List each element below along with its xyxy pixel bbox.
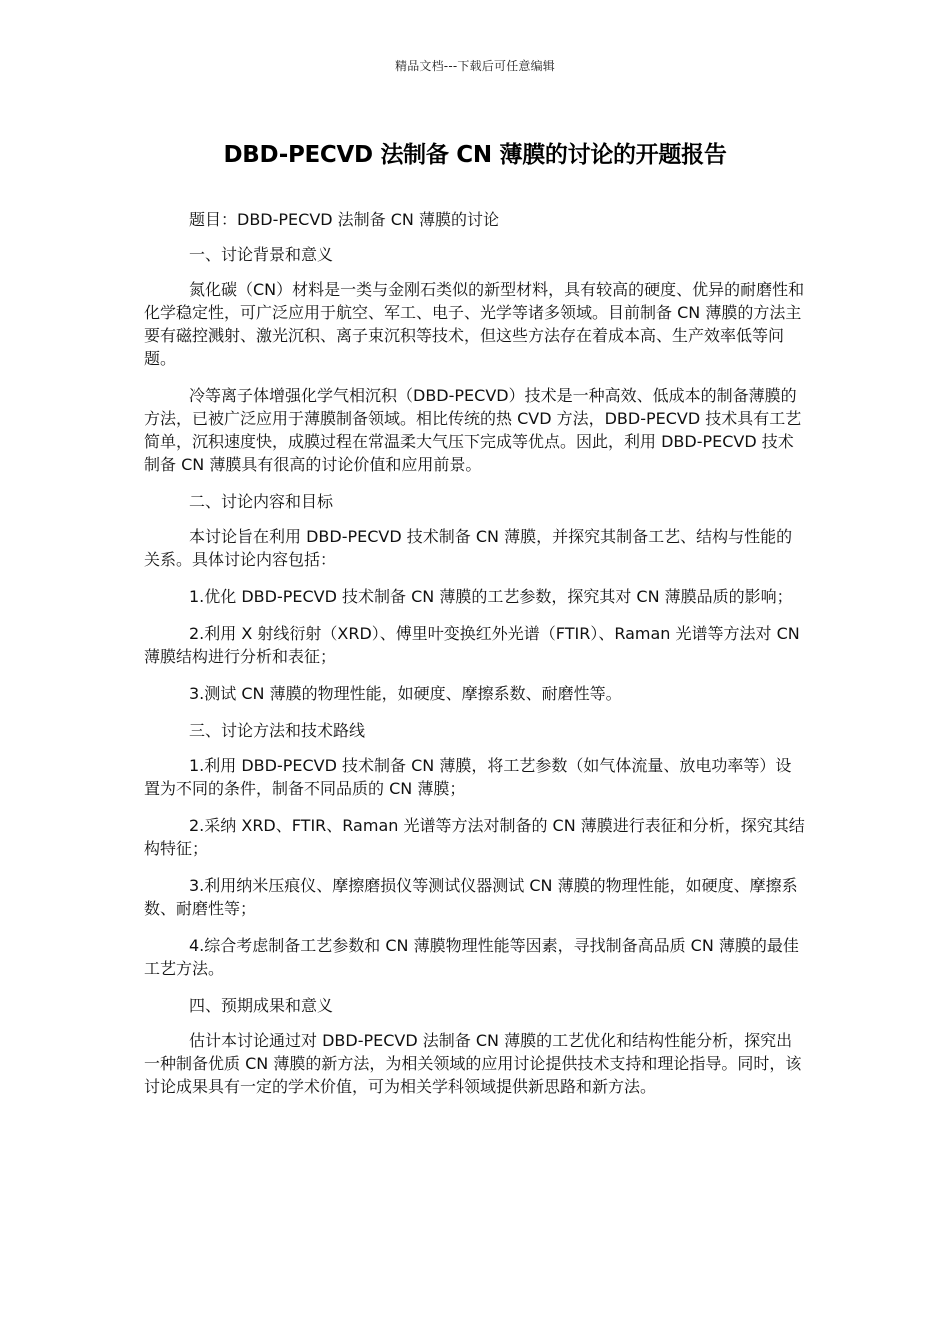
list-item: 2.利用 X 射线衍射（XRD）、傅里叶变换红外光谱（FTIR）、Raman 光谱等方法对 CN 薄膜结构进行分析和表征； <box>144 624 800 666</box>
body-paragraph: 估计本讨论通过对 DBD-PECVD 法制备 CN 薄膜的工艺优化和结构性能分析，探究出一种制备优质 CN 薄膜的新方法，为相关领域的应用讨论提供技术支持和理论指导。同时，该讨论成果具有一定的学术价值，可为相关学科领域提供新思路和新方法。 <box>144 1031 802 1096</box>
section-heading: 三、讨论方法和技术路线 <box>189 721 366 740</box>
topic-line: 题目：DBD-PECVD 法制备 CN 薄膜的讨论 <box>189 210 499 229</box>
page-header: 精品文档---下载后可任意编辑 <box>395 59 555 73</box>
list-item: 1.优化 DBD-PECVD 技术制备 CN 薄膜的工艺参数，探究其对 CN 薄膜品质的影响； <box>189 587 793 606</box>
body-paragraph: 氮化碳（CN）材料是一类与金刚石类似的新型材料，具有较高的硬度、优异的耐磨性和化学稳定性，可广泛应用于航空、军工、电子、光学等诸多领域。目前制备 CN 薄膜的方法主要有磁控溅射、激光沉积、离子束沉积等技术，但这些方法存在着成本高、生产效率低等问题。 <box>144 280 805 368</box>
document-body <box>144 208 806 1112</box>
body-paragraph: 本讨论旨在利用 DBD-PECVD 技术制备 CN 薄膜，并探究其制备工艺、结构与性能的关系。具体讨论内容包括： <box>144 527 793 569</box>
section-heading: 四、预期成果和意义 <box>189 996 334 1015</box>
body-paragraph: 冷等离子体增强化学气相沉积（DBD-PECVD）技术是一种高效、低成本的制备薄膜的方法，已被广泛应用于薄膜制备领域。相比传统的热 CVD 方法，DBD-PECVD 技术具有工艺简单，沉积速度快，成膜过程在常温柔大气压下完成等优点。因此，利用 DBD-PECVD 技术制备 CN 薄膜具有很高的讨论价值和应用前景。 <box>144 386 802 474</box>
list-item: 2.采纳 XRD、FTIR、Raman 光谱等方法对制备的 CN 薄膜进行表征和分析，探究其结构特征； <box>144 816 805 858</box>
list-item: 4.综合考虑制备工艺参数和 CN 薄膜物理性能等因素，寻找制备高品质 CN 薄膜的最佳工艺方法。 <box>144 936 799 978</box>
list-item: 3.利用纳米压痕仪、摩擦磨损仪等测试仪器测试 CN 薄膜的物理性能，如硬度、摩擦系数、耐磨性等； <box>144 876 798 918</box>
section-heading: 一、讨论背景和意义 <box>189 245 334 264</box>
section-heading: 二、讨论内容和目标 <box>189 492 334 511</box>
list-item: 3.测试 CN 薄膜的物理性能，如硬度、摩擦系数、耐磨性等。 <box>189 684 622 703</box>
list-item: 1.利用 DBD-PECVD 技术制备 CN 薄膜，将工艺参数（如气体流量、放电功率等）设置为不同的条件，制备不同品质的 CN 薄膜； <box>144 756 792 798</box>
document-title: DBD-PECVD 法制备 CN 薄膜的讨论的开题报告 <box>223 142 727 168</box>
